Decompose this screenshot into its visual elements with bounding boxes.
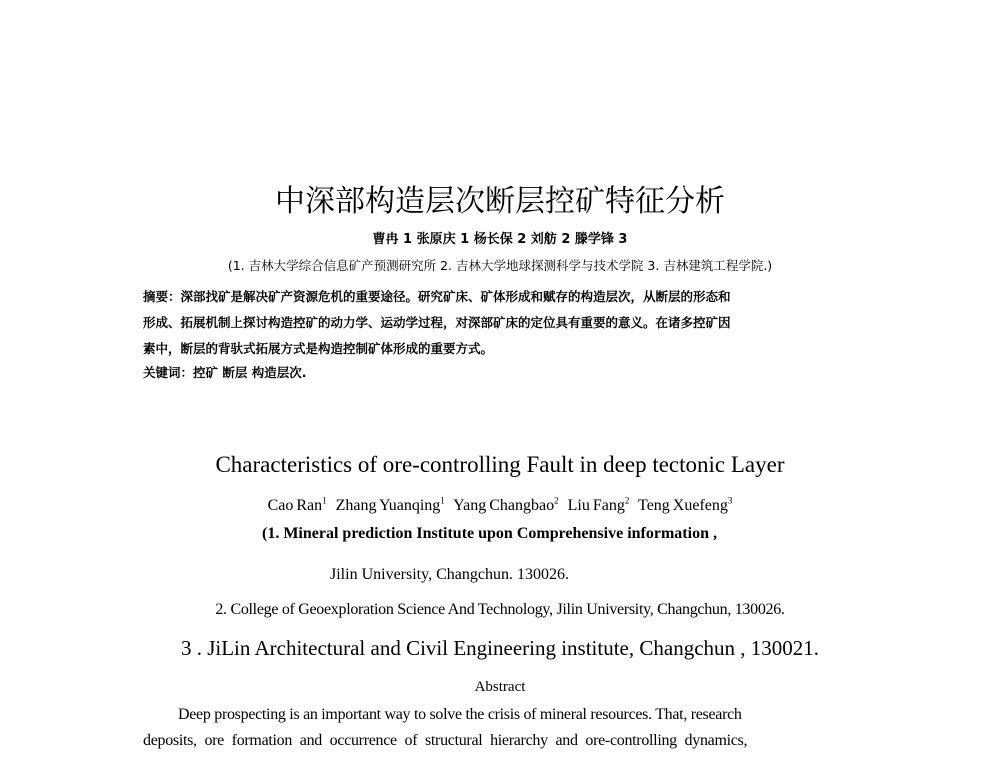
chinese-title: 中深部构造层次断层控矿特征分析 [275,184,725,219]
keywords-label: 关键词： [143,365,194,380]
author: Yang Changbao$^2$ [453,496,559,515]
english-abstract-line: Deep prospecting is an important way to solve the crisis of mineral resources. That, research [178,706,742,723]
author: Cao Ran$^1$ [267,496,327,515]
english-abstract-line: deposits, ore formation and occurrence of structural hierarchy and ore-controlling dynamics, [143,732,748,749]
affiliation-3: 3 . JiLin Architectural and Civil Engineering institute, Changchun , 130021. [180,636,820,660]
affiliation-2: 2. College of Geoexploration Science And Technology, Jilin University, Changchun, 130026. [215,601,785,618]
author: Zhang Yuanqing$^1$ [335,496,445,515]
abstract-label: 摘要： [143,289,181,304]
chinese-keywords [143,363,306,381]
abstract-heading: Abstract [474,679,526,695]
english-authors [0,496,1000,515]
affiliation-1a: (1. Mineral prediction Institute upon Comprehensive information , [262,525,717,542]
chinese-abstract-line: 素中，断层的背驮式拓展方式是构造控制矿体形成的重要方式。 [143,341,494,356]
author: Teng Xuefeng$^3$ [638,496,733,515]
chinese-affiliations: (1. 吉林大学综合信息矿产预测研究所 2. 吉林大学地球探测科学与技术学院 3. 吉林建筑工程学院.) [227,258,773,273]
english-title: Characteristics of ore-controlling Fault in deep tectonic Layer [215,452,785,477]
chinese-abstract-line: 形成、拓展机制上探讨构造控矿的动力学、运动学过程，对深部矿床的定位具有重要的意义。在诸多控矿因 [143,315,731,330]
keywords-text: 控矿 断层 构造层次. [193,365,307,380]
chinese-abstract-line [143,287,731,305]
chinese-authors: 曹冉 1 张原庆 1 杨长保 2 刘舫 2 滕学锋 3 [372,232,628,247]
abstract-text: 深部找矿是解决矿产资源危机的重要途径。研究矿床、矿体形成和赋存的构造层次，从断层的形态和 [180,289,731,304]
affiliation-1b: Jilin University, Changchun. 130026. [330,566,569,583]
author: Liu Fang$^2$ [567,496,630,515]
